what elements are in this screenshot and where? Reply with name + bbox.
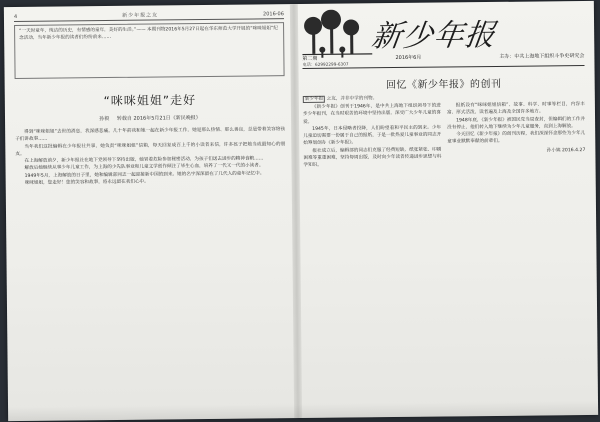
- paragraph: 得到“咪咪姐姐”去世的消息，我深感悲痛。几十年前我和她一起在新少年报工作，她是那么热情、那么善良，总是带着笑容给孩子们讲故事……: [15, 127, 286, 143]
- source: 转载自 2016年5月21日《新民晚报》: [116, 115, 201, 122]
- contact: 电话：62992299-6307: [302, 61, 349, 67]
- paragraph: 咪咪姐姐，您走好！您的笑容和故事，将永远留在我们心中。: [24, 179, 149, 186]
- paragraph: 1948年底，《新少年报》被国民党当局查封，但编辑们的工作并没有停止，他们转入地下继续为少年儿童服务，直到上海解放。: [447, 116, 586, 131]
- column-left: [303, 103, 442, 170]
- paragraph: 在上海解放前夕，新少年报社在地下党领导下坚持出版，她冒着危险参加秘密活动，为孩子们送去进步的精神食粮……: [24, 156, 264, 165]
- issue-date: 2016年6月: [395, 54, 422, 62]
- masthead-title: 新少年报: [369, 17, 498, 55]
- column-right: [447, 101, 586, 168]
- right-page: [296, 1, 598, 418]
- intro-box: [14, 22, 285, 79]
- head-note-text: 之友，并非中学的刊物。: [326, 96, 378, 102]
- paragraph: 报社成立后，编辑部的同志们克服了经费短缺、纸张紧张、印刷困难等重重困难，坚持每周出版，及时向少年读者传递进步思想与科学知识。: [303, 147, 442, 169]
- author: 孙毅: [99, 116, 110, 123]
- article-title: 回忆《新少年报》的创刊: [385, 78, 502, 92]
- masthead: [302, 7, 585, 69]
- paragraph: 1949年5月，上海解放的日子里，她和编辑部同志一起迎接新中国的到来。她的名字深深留在了几代人的童年记忆中。: [24, 171, 265, 179]
- intro-text: “一天时童年，纯洁的历史，有情感的童年，美好的生活。”—— 本期刊物2016年5月27日起在华东师范大学开展的“咪咪姐姐”纪念活动，当年新少年报的读者们纷纷前来……: [19, 26, 278, 41]
- paragraph: 1945年，日本侵略者投降，人们盼望着和平民主的到来。少年儿童迫切需要一份属于自己的报纸，于是一批热爱儿童事业的同志开始筹划创办《新少年报》。: [303, 125, 442, 147]
- paragraph: 报纸设有“咪咪姐姐信箱”、故事、科学、时事等栏目，内容丰富、形式活泼，读者遍及上海及全国许多地方。: [446, 102, 585, 116]
- byline: [15, 113, 285, 123]
- paragraph: 今天回忆《新少年报》的创刊历程，我们深深怀念那些为少年儿童事业默默奉献的前辈们。: [447, 131, 586, 145]
- section-name: 新少年报之友: [122, 12, 159, 19]
- left-page: [4, 4, 296, 421]
- page-number: 4: [13, 13, 18, 20]
- signoff: 孙小姨 2016.4.27: [546, 147, 586, 154]
- newspaper-sheet: [4, 1, 598, 421]
- running-head: [14, 10, 284, 22]
- issue-date: 2016-06: [262, 10, 284, 17]
- issue-number: 第二期: [302, 55, 318, 62]
- article-columns: [303, 101, 586, 170]
- host: 主办：中共上海地下组织斗争史研究会: [499, 53, 585, 60]
- paragraph: 解放后她继续从事少年儿童工作，为上海的少先队事业和儿童文学创作倾注了毕生心血，培养了一代又一代的小读者。: [24, 163, 264, 172]
- paragraph: 《新少年报》创刊于1946年，是中共上海地下组织领导下的进步少年报刊，在当时艰苦的环境中坚持出版，深受广大少年儿童的喜爱。: [302, 103, 442, 125]
- head-note-tag: 新少年报: [303, 96, 325, 103]
- paragraph: 当年我们这批编辑在少年报社共事，她负责“咪咪姐姐”信箱，每天回复成百上千的小读者来信，许多孩子把她当成最知心的朋友。: [15, 141, 286, 157]
- article-title: “咪咪姐姐”走好: [103, 93, 197, 109]
